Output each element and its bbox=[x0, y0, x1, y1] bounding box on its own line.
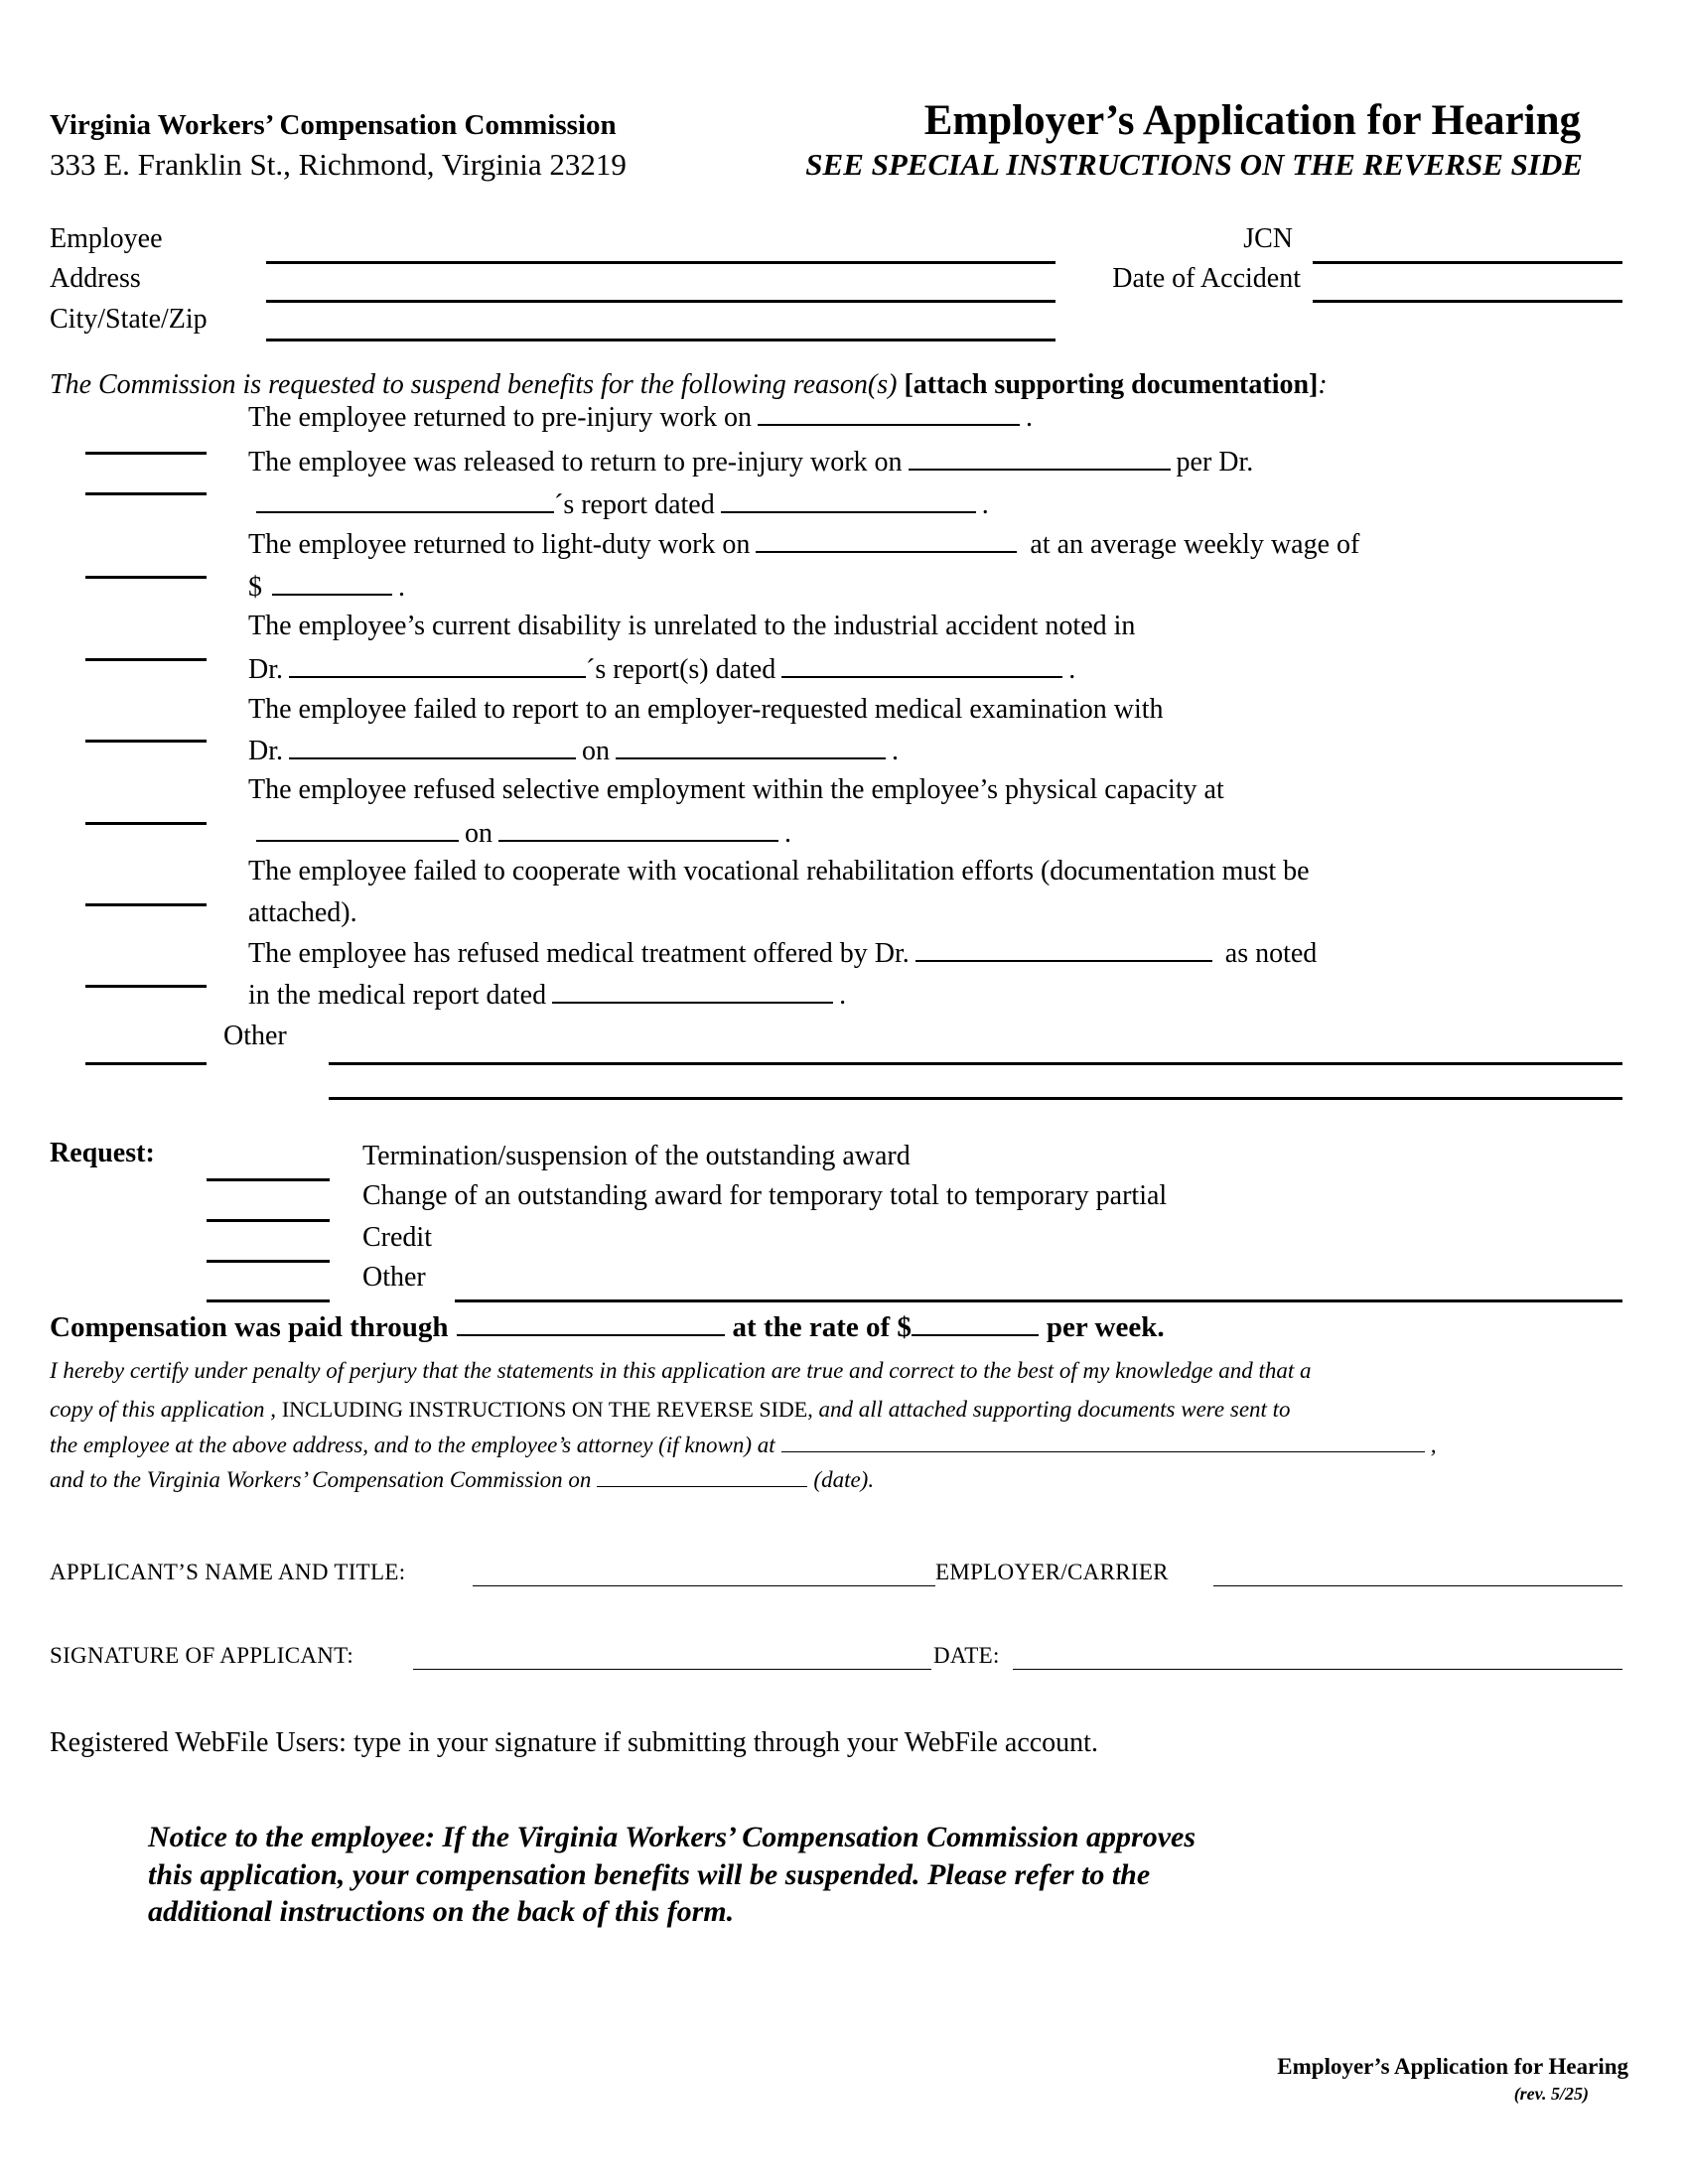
employer-carrier-field[interactable] bbox=[1213, 1585, 1622, 1586]
request-other-checkbox[interactable] bbox=[207, 1299, 330, 1302]
doctor-field[interactable] bbox=[256, 510, 554, 513]
reason-5-checkbox[interactable] bbox=[85, 740, 207, 743]
address-field[interactable] bbox=[266, 300, 1055, 303]
text: INCLUDING INSTRUCTIONS ON THE REVERSE SIDE, bbox=[281, 1397, 813, 1422]
reason-7: The employee failed to cooperate with vocational rehabilitation efforts (documentation must be bbox=[248, 856, 1310, 887]
doctor-field[interactable] bbox=[915, 959, 1212, 962]
request-change-checkbox[interactable] bbox=[207, 1219, 330, 1222]
reason-3-cont bbox=[248, 574, 405, 602]
text: . bbox=[784, 818, 791, 849]
return-date-field[interactable] bbox=[758, 423, 1020, 426]
notice-line-2: this application, your compensation benefits will be suspended. Please refer to the bbox=[148, 1858, 1151, 1891]
request-other-field[interactable] bbox=[455, 1299, 1622, 1302]
employer-carrier-label: EMPLOYER/CARRIER bbox=[935, 1560, 1169, 1584]
jcn-field[interactable] bbox=[1313, 261, 1622, 264]
text: per Dr. bbox=[1176, 447, 1254, 478]
text: (date). bbox=[813, 1467, 875, 1492]
text: ´s report dated bbox=[554, 489, 715, 520]
reason-2 bbox=[248, 449, 1253, 477]
date-of-accident-field[interactable] bbox=[1313, 300, 1622, 303]
jcn-label: JCN bbox=[1243, 223, 1293, 254]
reason-other-field[interactable] bbox=[329, 1062, 1622, 1065]
reason-6-cont bbox=[250, 820, 791, 848]
text: The employee was released to return to pre-injury work on bbox=[248, 447, 903, 478]
doctor-field[interactable] bbox=[289, 675, 586, 678]
doctor-field[interactable] bbox=[289, 756, 576, 759]
reason-7-cont: attached). bbox=[248, 897, 357, 928]
reason-8-checkbox[interactable] bbox=[85, 985, 207, 988]
org-address: 333 E. Franklin St., Richmond, Virginia 23219 bbox=[50, 147, 627, 182]
refusal-date-field[interactable] bbox=[498, 839, 778, 842]
reason-6: The employee refused selective employment within the employee’s physical capacity at bbox=[248, 774, 1224, 805]
reason-8 bbox=[248, 940, 1317, 968]
reason-7-checkbox[interactable] bbox=[85, 903, 207, 906]
report-date-field[interactable] bbox=[721, 510, 976, 513]
text: $ bbox=[248, 572, 262, 603]
text: . bbox=[1025, 402, 1033, 433]
text: Compensation was paid through bbox=[50, 1311, 449, 1343]
text: ´s report(s) dated bbox=[586, 654, 776, 685]
exam-date-field[interactable] bbox=[616, 756, 886, 759]
employer-field[interactable] bbox=[256, 839, 459, 842]
text: copy of this application , bbox=[50, 1397, 277, 1422]
webfile-note: Registered WebFile Users: type in your signature if submitting through your WebFile account. bbox=[50, 1727, 1098, 1758]
attorney-address-field[interactable] bbox=[781, 1450, 1425, 1452]
request-credit-checkbox[interactable] bbox=[207, 1260, 330, 1263]
text: at an average weekly wage of bbox=[1030, 529, 1360, 560]
text: and all attached supporting documents were sent to bbox=[818, 1397, 1291, 1422]
text: The employee has refused medical treatment offered by Dr. bbox=[248, 938, 910, 969]
employee-field[interactable] bbox=[266, 261, 1055, 264]
release-date-field[interactable] bbox=[909, 468, 1171, 471]
city-field[interactable] bbox=[266, 339, 1055, 341]
request-label: Request: bbox=[50, 1138, 155, 1168]
text: per week. bbox=[1046, 1311, 1165, 1343]
text: on bbox=[582, 736, 610, 766]
request-other: Other bbox=[362, 1262, 426, 1293]
reason-8-cont bbox=[248, 982, 846, 1010]
form-subtitle: SEE SPECIAL INSTRUCTIONS ON THE REVERSE SIDE bbox=[805, 147, 1583, 182]
date-field[interactable] bbox=[1013, 1669, 1622, 1670]
date-label: DATE: bbox=[933, 1643, 1000, 1668]
commission-date-field[interactable] bbox=[597, 1485, 807, 1487]
address-label: Address bbox=[50, 263, 141, 294]
reason-3-checkbox[interactable] bbox=[85, 576, 207, 579]
org-name: Virginia Workers’ Compensation Commission bbox=[50, 109, 617, 141]
reason-1-checkbox[interactable] bbox=[85, 452, 207, 455]
request-change: Change of an outstanding award for temporary total to temporary partial bbox=[362, 1180, 1168, 1211]
text: Dr. bbox=[248, 736, 283, 766]
wage-field[interactable] bbox=[272, 593, 392, 596]
intro-bold: [attach supporting documentation] bbox=[904, 369, 1319, 400]
city-label: City/State/Zip bbox=[50, 304, 208, 335]
intro-end: : bbox=[1318, 369, 1328, 400]
reason-other-field-2[interactable] bbox=[329, 1097, 1622, 1100]
applicant-name-field[interactable] bbox=[473, 1585, 935, 1586]
certify-line-2 bbox=[50, 1398, 1291, 1421]
text: The employee returned to pre-injury work on bbox=[248, 402, 752, 433]
report-date-field[interactable] bbox=[781, 675, 1062, 678]
notice-line-1: Notice to the employee: If the Virginia Workers’ Compensation Commission approves bbox=[148, 1821, 1196, 1853]
rate-field[interactable] bbox=[912, 1333, 1039, 1336]
signature-field[interactable] bbox=[413, 1669, 931, 1670]
signature-label: SIGNATURE OF APPLICANT: bbox=[50, 1643, 354, 1668]
text: on bbox=[465, 818, 492, 849]
reason-4-cont bbox=[248, 656, 1075, 684]
text: and to the Virginia Workers’ Compensation Commission on bbox=[50, 1467, 592, 1492]
text: in the medical report dated bbox=[248, 980, 547, 1011]
compensation-line bbox=[50, 1313, 1165, 1342]
form-title: Employer’s Application for Hearing bbox=[923, 97, 1581, 144]
reason-other-checkbox[interactable] bbox=[85, 1062, 207, 1065]
reason-5: The employee failed to report to an employer-requested medical examination with bbox=[248, 694, 1164, 725]
reason-5-cont bbox=[248, 738, 899, 765]
text: Dr. bbox=[248, 654, 283, 685]
request-termination: Termination/suspension of the outstanding award bbox=[362, 1141, 911, 1171]
report-date-field[interactable] bbox=[552, 1001, 833, 1004]
certify-line-3 bbox=[50, 1433, 1436, 1456]
reason-4-checkbox[interactable] bbox=[85, 658, 207, 661]
employee-label: Employee bbox=[50, 223, 163, 254]
light-duty-date-field[interactable] bbox=[756, 550, 1017, 553]
footer-title: Employer’s Application for Hearing bbox=[1277, 2054, 1628, 2079]
text: . bbox=[398, 572, 405, 603]
reason-3 bbox=[248, 531, 1359, 559]
reason-2-cont bbox=[250, 491, 989, 519]
text: . bbox=[839, 980, 847, 1011]
reason-other-label: Other bbox=[223, 1021, 287, 1051]
intro-text: The Commission is requested to suspend benefits for the following reason(s) bbox=[50, 369, 898, 400]
text: The employee returned to light-duty work on bbox=[248, 529, 751, 560]
text: . bbox=[892, 736, 899, 766]
reason-2-checkbox[interactable] bbox=[85, 492, 207, 495]
text: the employee at the above address, and to the employee’s attorney (if known) at bbox=[50, 1433, 775, 1457]
text: , bbox=[1430, 1433, 1437, 1457]
notice-line-3: additional instructions on the back of this form. bbox=[148, 1895, 735, 1928]
reason-1 bbox=[248, 404, 1033, 432]
paid-through-field[interactable] bbox=[457, 1333, 725, 1336]
applicant-name-label: APPLICANT’S NAME AND TITLE: bbox=[50, 1560, 406, 1584]
certify-line-4 bbox=[50, 1468, 874, 1491]
reasons-intro bbox=[50, 371, 1328, 399]
request-credit: Credit bbox=[362, 1222, 432, 1253]
certify-line-1: I hereby certify under penalty of perjury that the statements in this application are true and correct to the best of my knowledge and that a bbox=[50, 1358, 1312, 1383]
text: . bbox=[981, 489, 989, 520]
reason-4: The employee’s current disability is unrelated to the industrial accident noted in bbox=[248, 611, 1136, 641]
footer-revision: (rev. 5/25) bbox=[1513, 2084, 1589, 2104]
request-termination-checkbox[interactable] bbox=[207, 1178, 330, 1181]
reason-6-checkbox[interactable] bbox=[85, 822, 207, 825]
text: . bbox=[1068, 654, 1076, 685]
text: as noted bbox=[1224, 938, 1318, 969]
date-of-accident-label: Date of Accident bbox=[1112, 263, 1301, 294]
text: at the rate of $ bbox=[732, 1311, 912, 1343]
